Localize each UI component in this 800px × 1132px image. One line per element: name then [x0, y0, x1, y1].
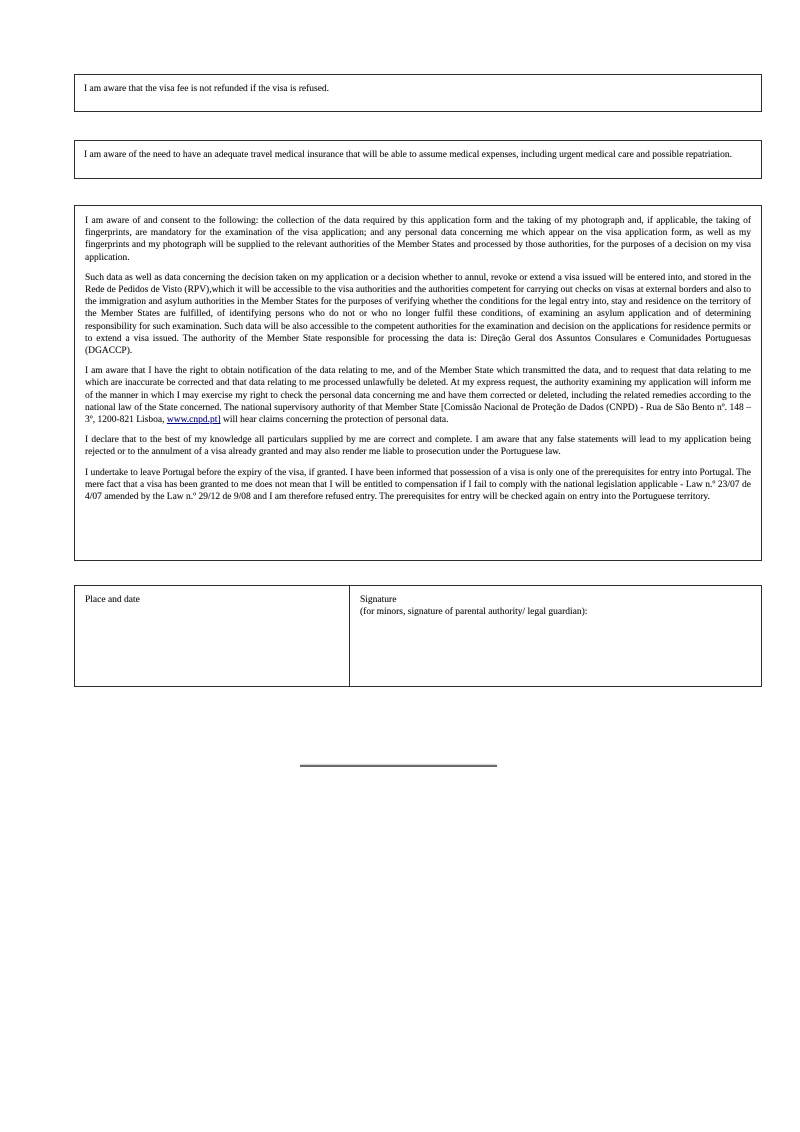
signature-minors-note: (for minors, signature of parental authority/ legal guardian):	[360, 607, 588, 617]
signature-cell[interactable]	[350, 586, 761, 686]
consent-body	[75, 206, 761, 503]
consent-paragraph-data-rights-text: I am aware that I have the right to obtain notification of the data relating to me, and of the Member State which transmitted the data, and to request that data relating to me which are inaccurate be corrected and that data relating to me processed unlawfully be deleted. At my express request, the authority examining my application will inform me of the manner in which I may exercise my right to check the personal data concerning me and have them corrected or deleted, including the related remedies according to the national law of the State concerned. The national supervisory authority of that Member State [Comissão Nacional de Proteção de Dados (CNPD) - Rua de São Bento nº. 148 – 3º, 1200-821 Lisboa,	[85, 366, 751, 426]
consent-paragraph-declaration: I declare that to the best of my knowledge all particulars supplied by me are correct and complete. I am aware that any false statements will lead to my application being rejected or to the annulment of a visa already granted and may also render me liable to prosecution under the Portuguese law.	[85, 435, 751, 458]
place-and-date-cell[interactable]	[75, 586, 350, 686]
consent-paragraph-data-rights	[85, 365, 751, 426]
consent-declaration-box	[74, 205, 762, 561]
insurance-notice-box	[74, 140, 762, 179]
consent-paragraph-undertaking: I undertake to leave Portugal before the expiry of the visa, if granted. I have been informed that possession of a visa is only one of the prerequisites for entry into Portugal. The mere fact that a visa has been granted to me does not mean that I will be entitled to compensation if I fail to comply with the national legislation applicable - Law n.º 23/07 de 4/07 amended by the Law n.º 29/12 de 9/08 and I am therefore refused entry. The prerequisites for entry will be checked again on entry into the Portuguese territory.	[85, 467, 751, 503]
visa-fee-notice-text: I am aware that the visa fee is not refunded if the visa is refused.	[84, 84, 330, 94]
footer-rule	[300, 765, 497, 767]
cnpd-website-link[interactable]: www.cnpd.pt]	[166, 415, 221, 426]
signature-label: Signature	[360, 595, 397, 605]
place-and-date-label: Place and date	[85, 595, 140, 605]
signature-section-box	[74, 585, 762, 687]
consent-paragraph-data-rights-tail: will hear claims concerning the protection of personal data.	[220, 415, 449, 426]
visa-fee-notice-box	[74, 74, 762, 112]
consent-paragraph-data-collection: I am aware of and consent to the following: the collection of the data required by this application form and the taking of my photograph and, if applicable, the taking of fingerprints, are mandatory for the examination of the visa application; and any personal data concerning me which appear on the visa application form, as well as my fingerprints and my photograph will be supplied to the relevant authorities of the Member States and processed by those authorities, for the purposes of a decision on my visa application.	[85, 216, 751, 263]
insurance-notice-text: I am aware of the need to have an adequate travel medical insurance that will be able to assume medical expenses, including urgent medical care and possible repatriation.	[84, 150, 732, 160]
consent-paragraph-rpv-storage: Such data as well as data concerning the decision taken on my application or a decision whether to annul, revoke or extend a visa issued will be entered into, and stored in the Rede de Pedidos de Visto (RPV),which it will be accessible to the visa authorities and the authorities competent for carrying out checks on visas at external borders and also to the immigration and asylum authorities in the Member States for the purposes of verifying whether the conditions for the legal entry into, stay and residence on the territory of the Member States are fulfilled, of identifying persons who do not or who no longer fulfil these conditions, of examining an asylum application and of determining responsibility for such examination. Such data will be also accessible to the competent authorities for the examination and decision on the applications for residence permits or to extend a visa issued. The authority of the Member State responsible for processing the data is: Direção Geral dos Assuntos Consulares e Comunidades Portuguesas (DGACCP).	[85, 272, 751, 357]
